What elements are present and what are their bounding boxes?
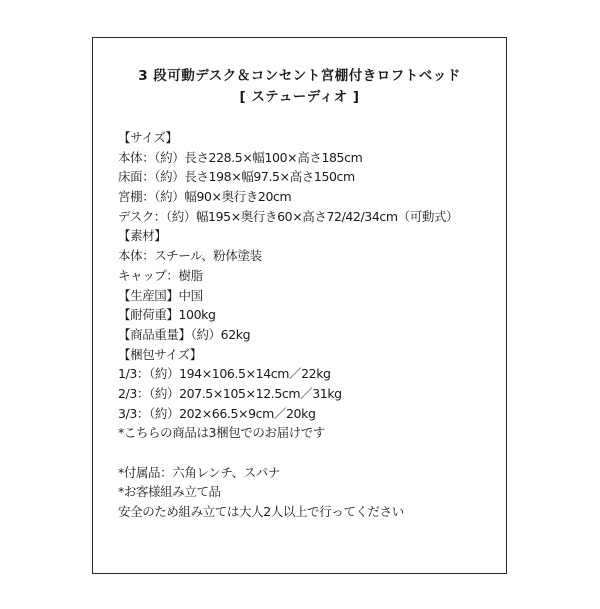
- spec-line-body-size: 本体：（約）長さ228.5×幅100×高さ185cm: [118, 149, 363, 165]
- spec-list: [118, 128, 498, 522]
- spec-note-assembly: *お客様組み立て品: [118, 484, 221, 500]
- spec-line-country: 【生産国】中国: [118, 287, 203, 303]
- spec-note-accessories: *付属品：六角レンチ、スパナ: [118, 464, 280, 480]
- spec-note-safety: 安全のため組み立ては大人2人以上で行ってください: [118, 504, 404, 520]
- spec-blank-line: [118, 443, 498, 463]
- spec-line-load-capacity: 【耐荷重】100kg: [118, 307, 216, 323]
- spec-note-delivery: *こちらの商品は3梱包でのお届けです: [118, 425, 326, 441]
- spec-line-shelf-size: 宮棚：（約）幅90×奥行き20cm: [118, 189, 292, 205]
- spec-line-package-1: 1/3：（約）194×106.5×14cm／22kg: [118, 366, 331, 382]
- spec-line-desk-size: デスク：（約）幅195×奥行き60×高さ72/42/34cm（可動式）: [118, 208, 459, 224]
- section-heading-package: 【梱包サイズ】: [118, 346, 202, 362]
- product-subtitle: [ ステューディオ ]: [239, 89, 360, 105]
- spec-line-package-2: 2/3：（約）207.5×105×12.5cm／31kg: [118, 385, 342, 401]
- spec-sheet-frame: [92, 37, 507, 574]
- section-heading-material: 【素材】: [118, 228, 167, 244]
- spec-line-floor-size: 床面：（約）長さ198×幅97.5×高さ150cm: [118, 169, 355, 185]
- spec-line-package-3: 3/3：（約）202×66.5×9cm／20kg: [118, 405, 316, 421]
- spec-line-body-material: 本体：スチール、粉体塗装: [118, 248, 262, 264]
- spec-line-cap-material: キャップ：樹脂: [118, 267, 203, 283]
- product-title: 3 段可動デスク＆コンセント宮棚付きロフトベッド: [138, 68, 461, 84]
- spec-line-weight: 【商品重量】（約）62kg: [118, 326, 251, 342]
- section-heading-size: 【サイズ】: [118, 130, 178, 145]
